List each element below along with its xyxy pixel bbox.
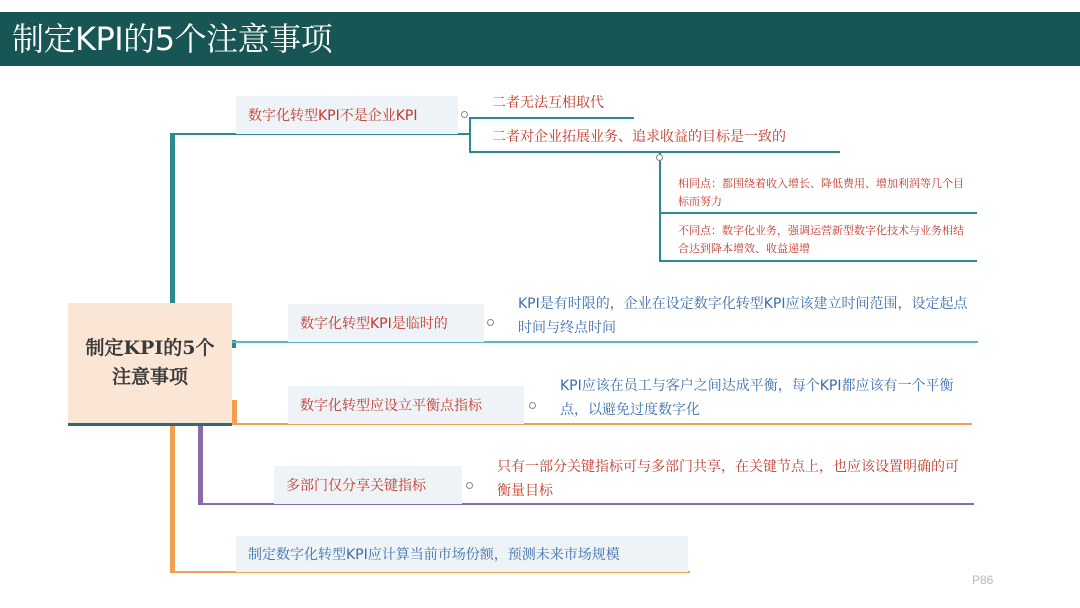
branch-3-detail: KPI应该在员工与客户之间达成平衡，每个KPI都应该有一个平衡点，以避免过度数字化	[560, 378, 954, 418]
root-label: 制定KPI的5个注意事项	[85, 337, 215, 388]
connector-branch-5-vertical	[170, 423, 175, 573]
connector-child-1-underline	[469, 117, 634, 119]
branch-3-node	[288, 386, 524, 424]
connector-sub-1-underline	[659, 212, 977, 214]
branch-2-detail: KPI是有时限的，企业在设定数字化转型KPI应该建立时间范围，设定起点时间与终点时间	[518, 296, 968, 336]
collapse-dot-branch-3[interactable]	[529, 402, 536, 409]
root-underline	[68, 423, 232, 426]
branch-1-sub-1: 相同点：都围绕着收入增长、降低费用、增加利润等几个目标而努力	[678, 177, 964, 208]
branch-5-node	[236, 536, 688, 572]
connector-branch-1-vertical	[170, 133, 175, 303]
collapse-dot-branch-4[interactable]	[466, 482, 473, 489]
branch-1-node	[236, 96, 458, 134]
root-node	[68, 303, 232, 423]
page-number: P86	[972, 573, 994, 587]
collapse-dot-branch-1[interactable]	[461, 111, 468, 118]
branch-1-sub-2: 不同点：数字化业务，强调运营新型数字化技术与业务相结合达到降本增效、收益递增	[678, 224, 964, 255]
branch-1-child-1: 二者无法互相取代	[492, 95, 604, 111]
connector-branch-1-split	[469, 117, 471, 152]
title-bar	[0, 12, 1080, 66]
branch-4-label: 多部门仅分享关键指标	[286, 478, 426, 494]
collapse-dot-child-2[interactable]	[656, 154, 663, 161]
connector-branch-3-stub	[232, 400, 237, 424]
branch-2-label: 数字化转型KPI是临时的	[300, 316, 448, 332]
connector-child-2-underline	[469, 151, 840, 153]
collapse-dot-branch-2[interactable]	[487, 319, 494, 326]
branch-1-child-2: 二者对企业拓展业务、追求收益的目标是一致的	[492, 129, 786, 145]
branch-3-label: 数字化转型应设立平衡点指标	[300, 398, 482, 414]
connector-branch-4-vertical	[198, 423, 203, 504]
branch-4-detail: 只有一部分关键指标可与多部门共享，在关键节点上，也应该设置明确的可衡量目标	[497, 459, 959, 499]
connector-sub-2-underline	[659, 260, 977, 262]
branch-4-node	[274, 466, 462, 504]
connector-sub-vertical	[659, 151, 661, 261]
page-title: 制定KPI的5个注意事项	[12, 20, 333, 58]
branch-2-node	[288, 304, 484, 342]
branch-1-label: 数字化转型KPI不是企业KPI	[248, 108, 418, 124]
branch-5-label: 制定数字化转型KPI应计算当前市场份额，预测未来市场规模	[248, 547, 620, 563]
